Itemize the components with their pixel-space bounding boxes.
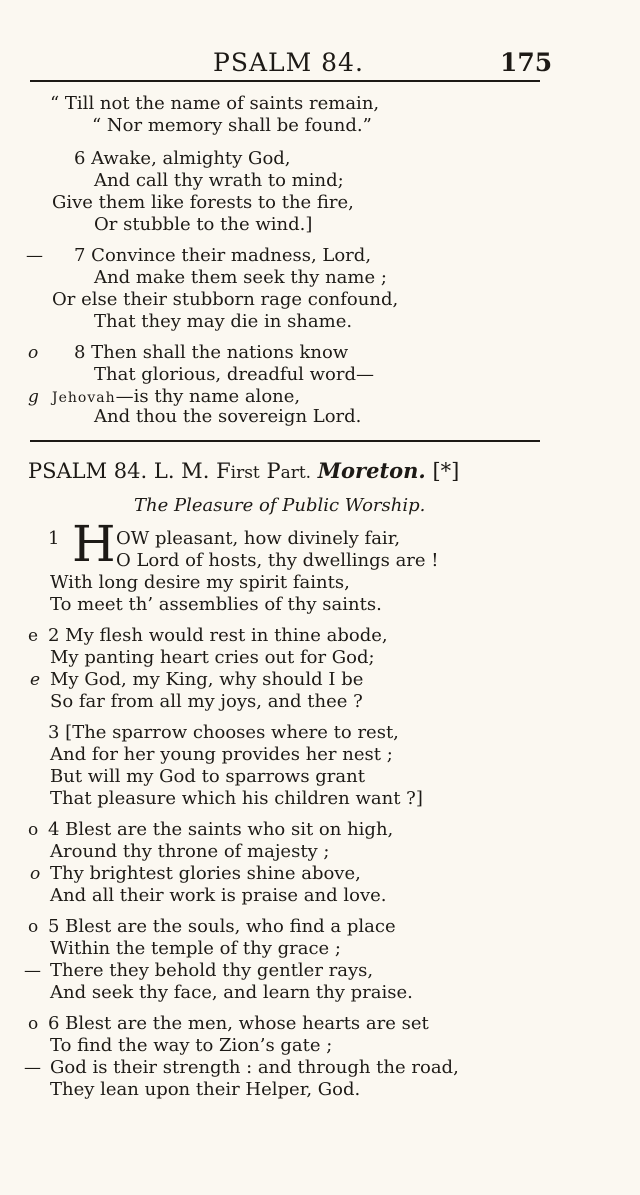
verse-line: They lean upon their Helper, God. — [50, 1079, 361, 1100]
psalm-meter: L. M. — [153, 459, 210, 483]
verse-line: Or stubble to the wind.] — [94, 214, 313, 235]
jehovah-smallcaps: Jehovah — [52, 390, 116, 406]
verse-line: Give them like forests to the fire, — [52, 192, 354, 213]
verse-line: But will my God to sparrows grant — [50, 766, 365, 787]
part-initial: F — [216, 459, 231, 483]
section-rule — [30, 440, 540, 442]
verse-line: Or else their stubborn rage confound, — [52, 289, 399, 310]
verse-line: Within the temple of thy grace ; — [50, 938, 341, 959]
verse-line: 5 Blest are the souls, who find a place — [48, 916, 396, 937]
part-p-rest: art. — [280, 463, 312, 483]
dynamic-mark: o — [28, 820, 39, 840]
dynamic-mark: o — [28, 917, 39, 937]
part-label — [216, 459, 311, 483]
verse-line: 7 Convince their madness, Lord, — [74, 245, 372, 266]
verse-line: To meet th’ assemblies of thy saints. — [50, 594, 382, 615]
verse-line: 8 Then shall the nations know — [74, 342, 349, 363]
running-title: PSALM 84. — [213, 48, 364, 77]
verse-line: That glorious, dreadful word— — [94, 364, 375, 385]
verse-line: There they behold thy gentler rays, — [50, 960, 374, 981]
page-number: 175 — [500, 48, 553, 77]
dynamic-mark: — — [26, 246, 43, 266]
verse-line: And seek thy face, and learn thy praise. — [50, 982, 413, 1003]
verse-line-rest: —is thy name alone, — [115, 386, 301, 407]
verse-line: Thy brightest glories shine above, — [50, 863, 361, 884]
verse-line: To find the way to Zion’s gate ; — [50, 1035, 333, 1056]
dynamic-mark: o — [28, 343, 39, 363]
dynamic-mark: e — [28, 626, 39, 646]
psalm-title: PSALM 84. — [28, 459, 148, 483]
verse-line: O Lord of hosts, thy dwellings are ! — [116, 550, 439, 571]
psalm-heading — [28, 458, 459, 483]
verse-line: 6 Awake, almighty God, — [74, 148, 291, 169]
verse-line: So far from all my joys, and thee ? — [50, 691, 363, 712]
verse-line: And make them seek thy name ; — [94, 267, 387, 288]
part-p: P — [266, 459, 281, 483]
verse-line: “ Nor memory shall be found.” — [92, 115, 372, 136]
verse-number: 1 — [48, 528, 60, 549]
verse-line: 4 Blest are the saints who sit on high, — [48, 819, 394, 840]
dynamic-mark: g — [28, 387, 39, 407]
dynamic-mark: o — [28, 1014, 39, 1034]
page-header — [0, 44, 640, 84]
dynamic-mark: e — [30, 670, 41, 690]
verse-line: And call thy wrath to mind; — [94, 170, 344, 191]
footnote-mark: [*] — [432, 459, 460, 483]
verse-line: “ Till not the name of saints remain, — [50, 93, 380, 114]
verse-line: 6 Blest are the men, whose hearts are set — [48, 1013, 429, 1034]
verse-line: My panting heart cries out for God; — [50, 647, 375, 668]
part-rest: irst — [230, 463, 260, 483]
dynamic-mark: — — [24, 1058, 41, 1078]
dynamic-mark: — — [24, 961, 41, 981]
psalm-subtitle: The Pleasure of Public Worship. — [134, 495, 426, 516]
verse-line: And all their work is praise and love. — [50, 885, 387, 906]
verse-line: OW pleasant, how divinely fair, — [116, 528, 401, 549]
verse-line: And for her young provides her nest ; — [50, 744, 393, 765]
verse-line: With long desire my spirit faints, — [50, 572, 350, 593]
verse-line: That pleasure which his children want ?] — [50, 788, 423, 809]
verse-line: 3 [The sparrow chooses where to rest, — [48, 722, 399, 743]
dynamic-mark: o — [30, 864, 41, 884]
header-rule — [30, 80, 540, 82]
verse-line: That they may die in shame. — [94, 311, 353, 332]
verse-line: 2 My flesh would rest in thine abode, — [48, 625, 388, 646]
tune-name: Moreton. — [317, 458, 426, 483]
verse-line: God is their strength : and through the road, — [50, 1057, 459, 1078]
verse-line: Around thy throne of majesty ; — [50, 841, 330, 862]
drop-cap: H — [72, 515, 116, 573]
verse-line: And thou the sovereign Lord. — [94, 406, 362, 427]
verse-line: My God, my King, why should I be — [50, 669, 364, 690]
